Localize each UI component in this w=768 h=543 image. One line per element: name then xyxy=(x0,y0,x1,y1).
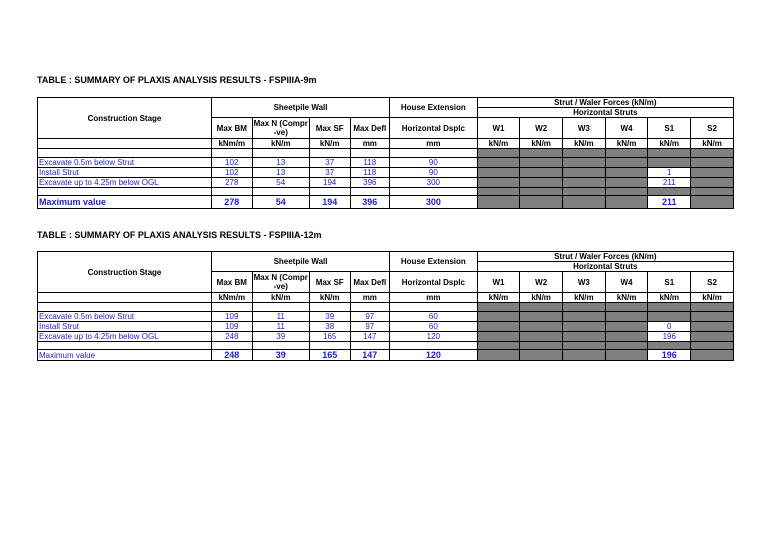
w2-cell xyxy=(520,196,563,209)
w4-cell xyxy=(605,158,648,168)
unit-defl: mm xyxy=(350,293,390,303)
max-dsplc-value: 120 xyxy=(390,350,478,361)
w3-cell xyxy=(563,168,606,178)
w4-cell xyxy=(605,322,648,332)
stage-label: Excavate 0.5m below Strut xyxy=(38,158,212,168)
w3-cell xyxy=(563,322,606,332)
unit-s1: kN/m xyxy=(648,139,691,149)
grey-cell xyxy=(648,342,691,350)
s2-header: S2 xyxy=(691,118,734,139)
w4-cell xyxy=(605,332,648,342)
w2-cell xyxy=(520,322,563,332)
n-value: 11 xyxy=(252,312,309,322)
sheetpile-wall-header: Sheetpile Wall xyxy=(211,252,389,272)
grey-cell xyxy=(563,149,606,158)
w2-header: W2 xyxy=(520,118,563,139)
w3-cell xyxy=(563,332,606,342)
spacer-cell xyxy=(309,149,350,158)
unit-sf: kN/m xyxy=(309,293,350,303)
s2-cell xyxy=(691,168,734,178)
unit-dsplc: mm xyxy=(390,293,478,303)
w3-cell xyxy=(563,178,606,188)
construction-stage-header: Construction Stage xyxy=(38,98,212,139)
w4-cell xyxy=(605,350,648,361)
sf-value: 37 xyxy=(309,168,350,178)
stage-label: Excavate up to 4.25m below OGL xyxy=(38,332,212,342)
unit-defl: mm xyxy=(350,139,390,149)
unit-w3: kN/m xyxy=(563,139,606,149)
unit-s1: kN/m xyxy=(648,293,691,303)
w3-cell xyxy=(563,350,606,361)
bm-value: 109 xyxy=(211,322,252,332)
bm-value: 109 xyxy=(211,312,252,322)
sheetpile-wall-header: Sheetpile Wall xyxy=(211,98,389,118)
w4-cell xyxy=(605,178,648,188)
n-value: 11 xyxy=(252,322,309,332)
s1-header: S1 xyxy=(648,272,691,293)
w1-cell xyxy=(477,322,520,332)
grey-cell xyxy=(520,303,563,312)
w4-cell xyxy=(605,196,648,209)
unit-w3: kN/m xyxy=(563,293,606,303)
s1-value: 211 xyxy=(648,178,691,188)
s1-cell xyxy=(648,158,691,168)
strut-forces-header: Strut / Waler Forces (kN/m) xyxy=(477,98,733,108)
max-value-label: Maximum value xyxy=(38,350,212,361)
stage-label: Install Strut xyxy=(38,322,212,332)
results-table-9m xyxy=(37,97,734,209)
construction-stage-header: Construction Stage xyxy=(38,252,212,293)
horizontal-dsplc-header: Horizontal Dsplc xyxy=(390,118,478,139)
spacer-cell xyxy=(211,303,252,312)
n-value: 54 xyxy=(252,178,309,188)
w4-cell xyxy=(605,312,648,322)
horizontal-dsplc-header: Horizontal Dsplc xyxy=(390,272,478,293)
spacer-cell xyxy=(252,188,309,196)
w1-cell xyxy=(477,178,520,188)
table-2-title: TABLE : SUMMARY OF PLAXIS ANALYSIS RESULTS - FSPIIIA-12m xyxy=(37,230,322,240)
max-bm-header: Max BM xyxy=(211,272,252,293)
spacer-cell xyxy=(38,303,212,312)
grey-cell xyxy=(691,149,734,158)
dsplc-value: 300 xyxy=(390,178,478,188)
unit-w4: kN/m xyxy=(605,293,648,303)
spacer-cell xyxy=(350,342,390,350)
max-bm-header: Max BM xyxy=(211,118,252,139)
results-table-12m xyxy=(37,251,734,361)
w1-header: W1 xyxy=(477,118,520,139)
spacer-cell xyxy=(309,342,350,350)
stage-label: Excavate 0.5m below Strut xyxy=(38,312,212,322)
grey-cell xyxy=(477,188,520,196)
grey-cell xyxy=(563,188,606,196)
table-row xyxy=(38,322,734,332)
max-dsplc-value: 300 xyxy=(390,196,478,209)
horizontal-struts-header: Horizontal Struts xyxy=(477,262,733,272)
w3-cell xyxy=(563,312,606,322)
w3-header: W3 xyxy=(563,272,606,293)
w4-cell xyxy=(605,168,648,178)
stage-unit-cell xyxy=(38,139,212,149)
n-value: 13 xyxy=(252,158,309,168)
w3-cell xyxy=(563,196,606,209)
max-defl-header: Max Defl xyxy=(350,272,390,293)
max-n-header: Max N (Compr -ve) xyxy=(253,273,308,291)
max-value-row xyxy=(38,196,734,209)
house-extension-header: House Extension xyxy=(390,98,478,118)
spacer-cell xyxy=(390,342,478,350)
unit-w1: kN/m xyxy=(477,293,520,303)
max-n-value: 39 xyxy=(252,350,309,361)
spacer-cell xyxy=(38,149,212,158)
unit-n: kN/m xyxy=(252,139,309,149)
w3-header: W3 xyxy=(563,118,606,139)
w1-cell xyxy=(477,312,520,322)
max-s1-value: 211 xyxy=(648,196,691,209)
spacer-cell xyxy=(390,149,478,158)
spacer-cell xyxy=(350,188,390,196)
s2-cell xyxy=(691,322,734,332)
w2-cell xyxy=(520,332,563,342)
unit-w2: kN/m xyxy=(520,139,563,149)
grey-cell xyxy=(477,342,520,350)
spacer-cell xyxy=(390,188,478,196)
max-defl-value: 147 xyxy=(350,350,390,361)
unit-s2: kN/m xyxy=(691,293,734,303)
defl-value: 396 xyxy=(350,178,390,188)
table-row xyxy=(38,312,734,322)
max-value-row xyxy=(38,350,734,361)
grey-cell xyxy=(691,188,734,196)
dsplc-value: 120 xyxy=(390,332,478,342)
bm-value: 102 xyxy=(211,168,252,178)
unit-bm: kNm/m xyxy=(211,293,252,303)
max-value-label: Maximum value xyxy=(38,196,212,209)
n-value: 13 xyxy=(252,168,309,178)
max-sf-header: Max SF xyxy=(309,272,350,293)
defl-value: 97 xyxy=(350,312,390,322)
spacer-cell xyxy=(211,149,252,158)
w2-cell xyxy=(520,178,563,188)
stage-label: Excavate up to 4.25m below OGL xyxy=(38,178,212,188)
grey-cell xyxy=(605,342,648,350)
unit-w4: kN/m xyxy=(605,139,648,149)
defl-value: 118 xyxy=(350,168,390,178)
house-extension-header: House Extension xyxy=(390,252,478,272)
max-n-header: Max N (Compr -ve) xyxy=(253,119,308,137)
table-row xyxy=(38,158,734,168)
spacer-cell xyxy=(309,303,350,312)
s1-header: S1 xyxy=(648,118,691,139)
unit-w1: kN/m xyxy=(477,139,520,149)
stage-label: Install Strut xyxy=(38,168,212,178)
sf-value: 194 xyxy=(309,178,350,188)
bm-value: 248 xyxy=(211,332,252,342)
dsplc-value: 60 xyxy=(390,312,478,322)
defl-value: 147 xyxy=(350,332,390,342)
grey-cell xyxy=(648,149,691,158)
grey-cell xyxy=(605,303,648,312)
w1-cell xyxy=(477,332,520,342)
grey-cell xyxy=(605,149,648,158)
spacer-cell xyxy=(309,188,350,196)
spacer-cell xyxy=(390,303,478,312)
n-value: 39 xyxy=(252,332,309,342)
s2-cell xyxy=(691,350,734,361)
s1-cell xyxy=(648,312,691,322)
max-sf-value: 165 xyxy=(309,350,350,361)
max-bm-value: 248 xyxy=(211,350,252,361)
sf-value: 165 xyxy=(309,332,350,342)
bm-value: 102 xyxy=(211,158,252,168)
grey-cell xyxy=(563,342,606,350)
w1-cell xyxy=(477,196,520,209)
grey-cell xyxy=(477,303,520,312)
bm-value: 278 xyxy=(211,178,252,188)
w1-cell xyxy=(477,158,520,168)
spacer-cell xyxy=(350,149,390,158)
stage-unit-cell xyxy=(38,293,212,303)
s2-cell xyxy=(691,158,734,168)
table-row xyxy=(38,168,734,178)
table-1-title: TABLE : SUMMARY OF PLAXIS ANALYSIS RESULTS - FSPIIIA-9m xyxy=(37,75,317,85)
grey-cell xyxy=(605,188,648,196)
s2-cell xyxy=(691,196,734,209)
s2-cell xyxy=(691,312,734,322)
spacer-cell xyxy=(252,342,309,350)
w2-cell xyxy=(520,158,563,168)
sf-value: 38 xyxy=(309,322,350,332)
dsplc-value: 90 xyxy=(390,168,478,178)
s1-value: 0 xyxy=(648,322,691,332)
spacer-cell xyxy=(252,149,309,158)
unit-n: kN/m xyxy=(252,293,309,303)
horizontal-struts-header: Horizontal Struts xyxy=(477,108,733,118)
sf-value: 39 xyxy=(309,312,350,322)
grey-cell xyxy=(691,303,734,312)
grey-cell xyxy=(520,188,563,196)
spacer-cell xyxy=(38,342,212,350)
s2-cell xyxy=(691,332,734,342)
max-sf-header: Max SF xyxy=(309,118,350,139)
s1-value: 196 xyxy=(648,332,691,342)
defl-value: 97 xyxy=(350,322,390,332)
spacer-cell xyxy=(38,188,212,196)
spacer-cell xyxy=(211,342,252,350)
dsplc-value: 60 xyxy=(390,322,478,332)
max-defl-value: 396 xyxy=(350,196,390,209)
table-row xyxy=(38,332,734,342)
w1-cell xyxy=(477,350,520,361)
strut-forces-header: Strut / Waler Forces (kN/m) xyxy=(477,252,733,262)
max-n-value: 54 xyxy=(252,196,309,209)
w2-cell xyxy=(520,350,563,361)
w4-header: W4 xyxy=(605,272,648,293)
unit-s2: kN/m xyxy=(691,139,734,149)
max-s1-value: 196 xyxy=(648,350,691,361)
defl-value: 118 xyxy=(350,158,390,168)
w3-cell xyxy=(563,158,606,168)
unit-sf: kN/m xyxy=(309,139,350,149)
grey-cell xyxy=(520,149,563,158)
max-sf-value: 194 xyxy=(309,196,350,209)
unit-w2: kN/m xyxy=(520,293,563,303)
s2-header: S2 xyxy=(691,272,734,293)
grey-cell xyxy=(520,342,563,350)
spacer-cell xyxy=(211,188,252,196)
w2-header: W2 xyxy=(520,272,563,293)
spacer-cell xyxy=(252,303,309,312)
s1-value: 1 xyxy=(648,168,691,178)
grey-cell xyxy=(477,149,520,158)
table-row xyxy=(38,178,734,188)
max-bm-value: 278 xyxy=(211,196,252,209)
sf-value: 37 xyxy=(309,158,350,168)
w2-cell xyxy=(520,312,563,322)
spacer-cell xyxy=(350,303,390,312)
w1-cell xyxy=(477,168,520,178)
s2-cell xyxy=(691,178,734,188)
w1-header: W1 xyxy=(477,272,520,293)
grey-cell xyxy=(691,342,734,350)
grey-cell xyxy=(648,303,691,312)
dsplc-value: 90 xyxy=(390,158,478,168)
grey-cell xyxy=(648,188,691,196)
w4-header: W4 xyxy=(605,118,648,139)
max-defl-header: Max Defl xyxy=(350,118,390,139)
unit-bm: kNm/m xyxy=(211,139,252,149)
grey-cell xyxy=(563,303,606,312)
w2-cell xyxy=(520,168,563,178)
unit-dsplc: mm xyxy=(390,139,478,149)
